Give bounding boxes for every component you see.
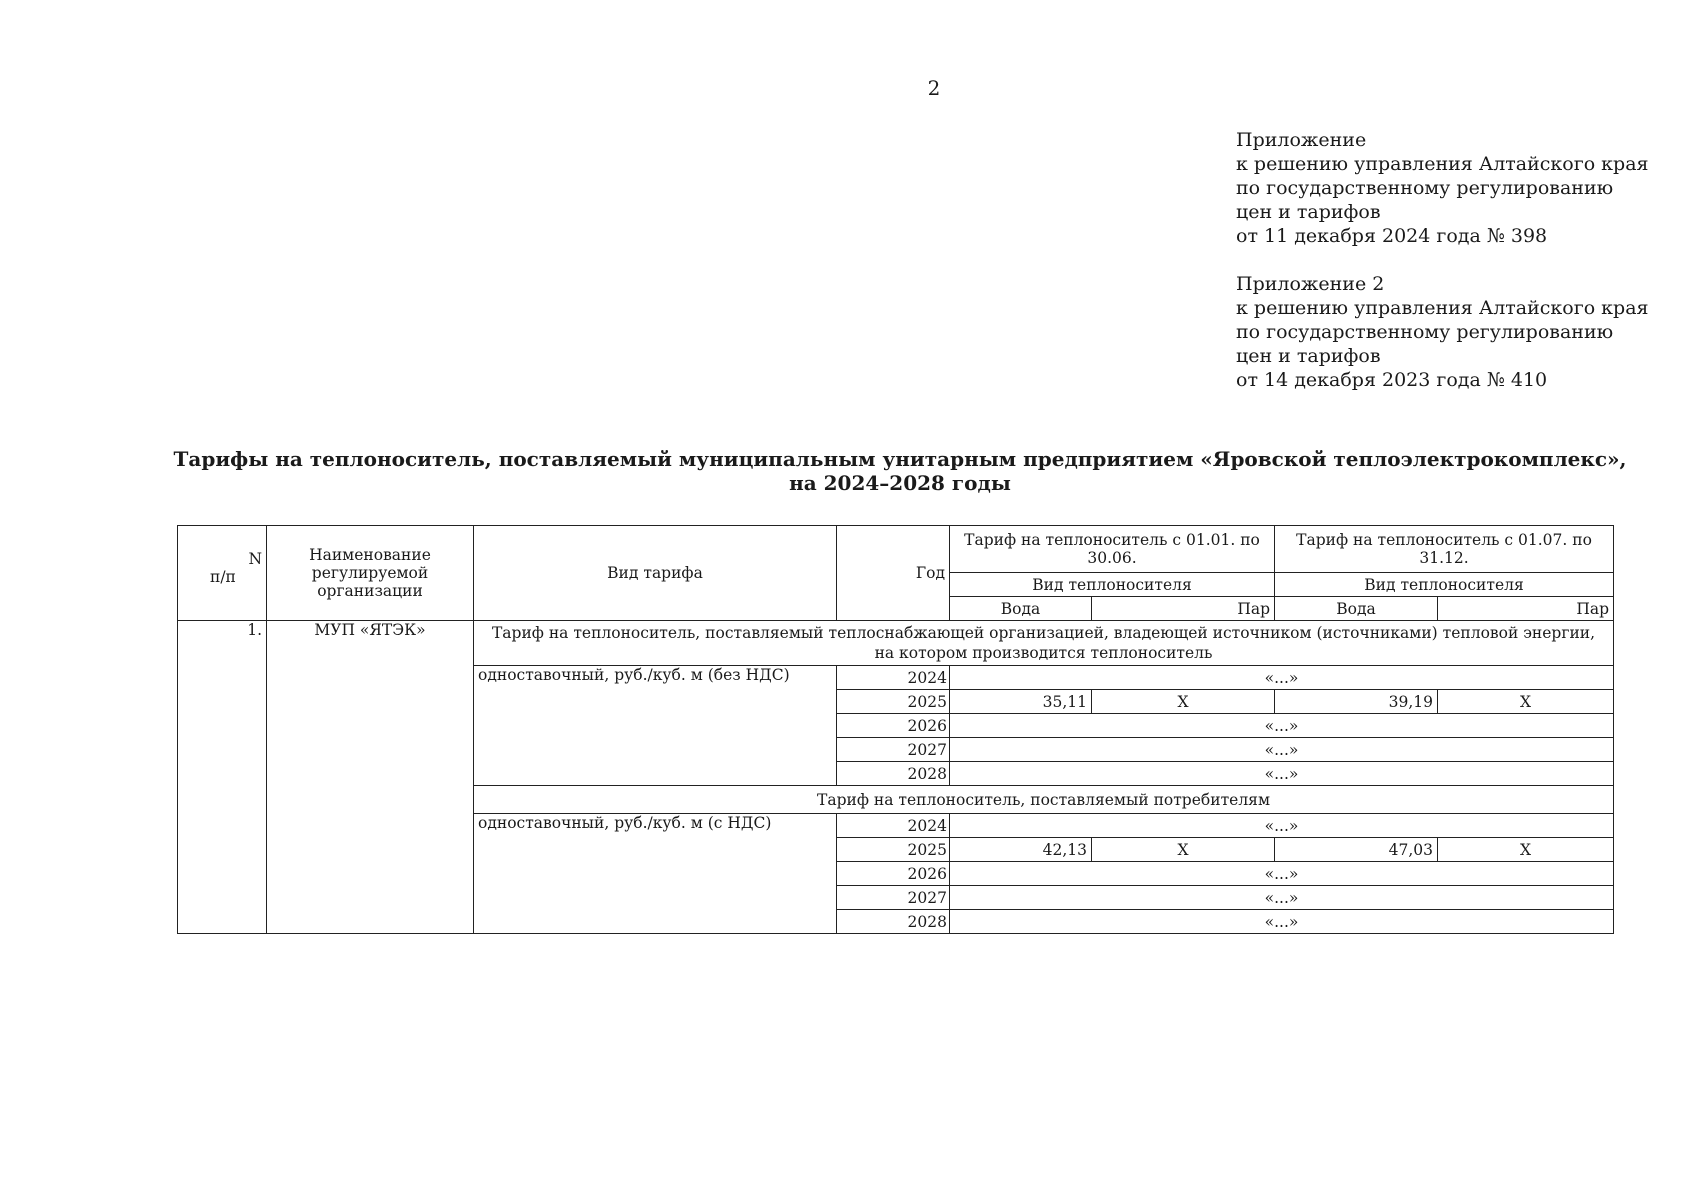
steam-value-1: Х <box>1092 690 1275 714</box>
appendix-line: по государственному регулированию <box>1236 177 1614 199</box>
header-row <box>178 526 1614 573</box>
appendix-line: цен и тарифов <box>1236 345 1381 367</box>
header-steam-1: Пар <box>1092 597 1275 621</box>
appendix-line: Приложение <box>1236 129 1367 151</box>
omitted-cell: «...» <box>950 910 1614 934</box>
water-value-1: 42,13 <box>950 838 1092 862</box>
water-value-2: 47,03 <box>1275 838 1438 862</box>
header-period-2: Тариф на теплоноситель с 01.07. по 31.12. <box>1275 526 1614 573</box>
omitted-cell: «...» <box>950 738 1614 762</box>
water-value-2: 39,19 <box>1275 690 1438 714</box>
header-number-pp: п/п <box>210 568 236 586</box>
header-year: Год <box>837 526 950 621</box>
document-title <box>150 447 1650 495</box>
title-line-1: Тарифы на теплоноситель, поставляемый муниципальным унитарным предприятием «Яровской теплоэлектрокомплекс», <box>173 447 1627 471</box>
appendix-line: к решению управления Алтайского края <box>1236 153 1649 175</box>
omitted-cell: «...» <box>950 666 1614 690</box>
year-cell: 2027 <box>837 738 950 762</box>
omitted-cell: «...» <box>950 762 1614 786</box>
header-number-n: N <box>248 550 262 568</box>
year-cell: 2024 <box>837 666 950 690</box>
tariff-label: одноставочный, руб./куб. м (без НДС) <box>474 666 837 786</box>
appendix-line: Приложение 2 <box>1236 273 1385 295</box>
appendix-line: от 14 декабря 2023 года № 410 <box>1236 369 1548 391</box>
year-cell: 2024 <box>837 814 950 838</box>
appendix-line: от 11 декабря 2024 года № 398 <box>1236 225 1548 247</box>
year-cell: 2025 <box>837 690 950 714</box>
year-cell: 2028 <box>837 910 950 934</box>
appendix-line: к решению управления Алтайского края <box>1236 297 1649 319</box>
year-cell: 2025 <box>837 838 950 862</box>
title-line-2: на 2024–2028 годы <box>789 471 1011 495</box>
header-steam-2: Пар <box>1438 597 1614 621</box>
header-water-1: Вода <box>950 597 1092 621</box>
header-carrier-type-2: Вид теплоносителя <box>1275 573 1614 597</box>
header-period-1: Тариф на теплоноситель с 01.01. по 30.06. <box>950 526 1275 573</box>
header-organization: Наименование регулируемой организации <box>267 526 474 621</box>
section-heading: Тариф на теплоноситель, поставляемый потребителям <box>474 786 1614 814</box>
year-cell: 2027 <box>837 886 950 910</box>
appendix-current <box>1236 128 1676 248</box>
steam-value-1: Х <box>1092 838 1275 862</box>
appendix-previous <box>1236 272 1676 392</box>
steam-value-2: Х <box>1438 838 1614 862</box>
year-cell: 2026 <box>837 862 950 886</box>
row-number: 1. <box>178 621 267 934</box>
omitted-cell: «...» <box>950 886 1614 910</box>
year-cell: 2028 <box>837 762 950 786</box>
steam-value-2: Х <box>1438 690 1614 714</box>
appendix-line: цен и тарифов <box>1236 201 1381 223</box>
tariff-table <box>177 525 1614 934</box>
page-number: 2 <box>927 76 941 100</box>
appendix-line: по государственному регулированию <box>1236 321 1614 343</box>
header-tariff-type: Вид тарифа <box>474 526 837 621</box>
omitted-cell: «...» <box>950 714 1614 738</box>
omitted-cell: «...» <box>950 862 1614 886</box>
header-number <box>178 526 267 621</box>
omitted-cell: «...» <box>950 814 1614 838</box>
tariff-label: одноставочный, руб./куб. м (с НДС) <box>474 814 837 934</box>
section-heading-row <box>178 621 1614 666</box>
section-heading: Тариф на теплоноситель, поставляемый теплоснабжающей организацией, владеющей источником (источниками) тепловой энергии, на котором производится теплоноситель <box>474 621 1614 666</box>
header-carrier-type-1: Вид теплоносителя <box>950 573 1275 597</box>
year-cell: 2026 <box>837 714 950 738</box>
header-water-2: Вода <box>1275 597 1438 621</box>
water-value-1: 35,11 <box>950 690 1092 714</box>
organization-name: МУП «ЯТЭК» <box>267 621 474 934</box>
